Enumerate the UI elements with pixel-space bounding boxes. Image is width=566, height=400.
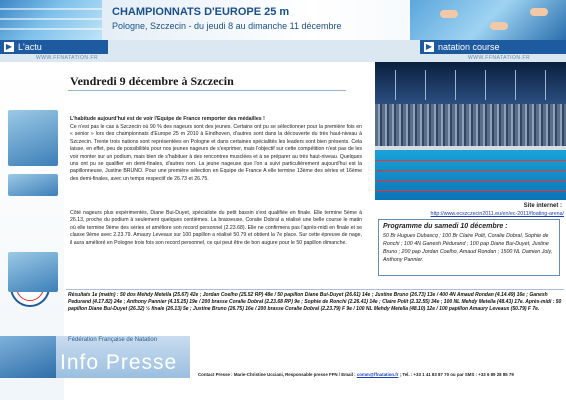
page-header: [0, 0, 566, 62]
article-title: Vendredi 9 décembre à Szczecin: [70, 74, 234, 88]
arrow-right-icon: ▶: [5, 42, 13, 51]
website-url-left[interactable]: WWW.FFNATATION.FR: [36, 55, 99, 61]
contact-prefix: Contact Presse : Marie-Christine Ucciani, Responsable presse FFN / Email :: [198, 372, 357, 377]
program-title: Programme du samedi 10 décembre :: [383, 223, 508, 230]
federation-name: Fédération Française de Natation: [68, 337, 158, 343]
program-box: [378, 219, 560, 276]
article-paragraph: Côté nageurs plus expérimentés, Diane Bui-Duyet, spécialiste du petit bassin s'est qualifiée en finale. Elle termine 5ème à 26.13, proche du podium à seulement quelques centièmes. La brasseuse, Coralie Dobral a réalisé une belle course le matin où elle termine 9ème des séries et améliore son record personnel (2.23.68). Elle ne confirmera pas l'après-midi en finale et se classe 9ème avec 2.23.79. Amaury Leveaux sur 100 papillon a réalisé 50.79 et obtient la 7e place. Sur cette épreuve de nage, il aura amélioré en Pologne trois fois son record personnel, ce qui peut être de bon augure pour le 50 papillon dimanche.: [70, 210, 362, 246]
website-url-right[interactable]: WWW.FFNATATION.FR: [468, 55, 531, 61]
contact-suffix: ; Tel. : +33 1 41 83 87 70 ou par SMS : +33 6 89 28 85 79: [398, 372, 514, 377]
website-label: Site internet :: [523, 203, 562, 209]
title-divider: [68, 90, 346, 91]
program-text: 50 Br Hugues Dubascq ; 100 Br Claire Polit, Coralie Dobral, Sophie de Ronchi ; 100 4N Ganesh Pédurand ; 100 pap Diane Bui-Duyet, Justine Bruno ; 200 pap Jordan Coelho, Amaud Rondan ; 1500 NL Damien Joly, Anthony Pannier.: [383, 233, 553, 263]
results-text: Résultats 1e (matin) : 50 dos Mehdy Metella (25.67) 42e ; Jordan Coelho (25.52 RP) 48e / 50 papillon Diane Bui-Duyet (26.61) 14e ; Justine Bruno (26.73) 13e / 400 4N Amaud Rondan (4.14.49) 16e ; Ganesh Pedurand (4.17.82) 24e ; Anthony Pannier (4.15.25) 19e / 200 brasse Coralie Dobral (2.23.68 RP) 9e ; Sophie de Ronchi (2.26.41) 14e ; Claire Polit (2.32.55) 34e ; 100 NL Mehdy Metella (48.43) 17e. Après-midi : 50 papillon Diane Bui-Duyet (26.32) ½ finale (26.13) 5e ; Justine Bruno (26.75) 16e / 200 brasse Coralie Dobral (2.23.79) F 9e / 100 NL Mehdy Metella (48.10) 12e / 100 papillon Amaury Leveaux (50.79) F 7e.: [68, 292, 562, 313]
event-title: CHAMPIONNATS D'EUROPE 25 m: [112, 6, 290, 18]
natation-course-tab-label: natation course: [438, 42, 500, 52]
results-divider: [66, 289, 564, 290]
info-presse-brand: Info Presse: [60, 351, 178, 374]
arena-photo: [375, 62, 566, 200]
natation-course-tab[interactable]: [420, 40, 566, 54]
contact-email[interactable]: comm@ffnatation.fr: [356, 372, 399, 377]
actu-tab-label: L'actu: [18, 42, 42, 52]
actu-tab[interactable]: [0, 40, 108, 54]
press-contact: [198, 372, 564, 377]
article-paragraph: Ce n'est pas le cas à Szczecin où 90 % des nageurs sont des jeunes. Certains ont pu se sélectionner pour la première fois en « senior » lors des championnats d'Europe 25 m 2010 à Eindhoven, d'autres sont dans la découverte du très haut-niveau à Szczecin. Trente trois nations sont représentées en Pologne et dans certaines spécialités les leaders sont bien présents. Cela laisse, en effet, peu de possibilités pour nos jeunes nageurs de s'exprimer, mais l'objectif sur cette compétition n'est pas de les voir monter sur un podium, mais bien de s'habituer à des rencontres musclées et à se préparer au très haut-niveau. Quelques uns ont pu se qualifier en demi-finales, d'autres non. La jeune nageuse que l'on a suivi particulièrement aujourd'hui est la papillonneuse, Justine BRUNO. Pour une première sélection en Equipe de France A elle termine 13ème des séries et 16ème des demi-finales, avec un temps respectif de 26.73 et 26.75.: [70, 124, 362, 182]
arrow-right-icon: ▶: [425, 42, 433, 51]
article-headline: L'habitude aujourd'hui est de voir l'Equipe de France remporter des médailles !: [70, 116, 265, 122]
website-link[interactable]: http://www.ecszczecin2011.eu/en/ec-2011/floating-arena/: [430, 211, 564, 217]
footer-swimmer-photo: [0, 336, 56, 378]
header-pool-image-left: [0, 0, 102, 40]
event-subtitle: Pologne, Szczecin - du jeudi 8 au dimanche 11 décembre: [112, 21, 342, 31]
swimmer-photo: [8, 252, 58, 292]
swimmer-photo: [8, 110, 58, 166]
swimmer-photo: [8, 174, 58, 196]
header-pool-image-right: [410, 0, 566, 40]
